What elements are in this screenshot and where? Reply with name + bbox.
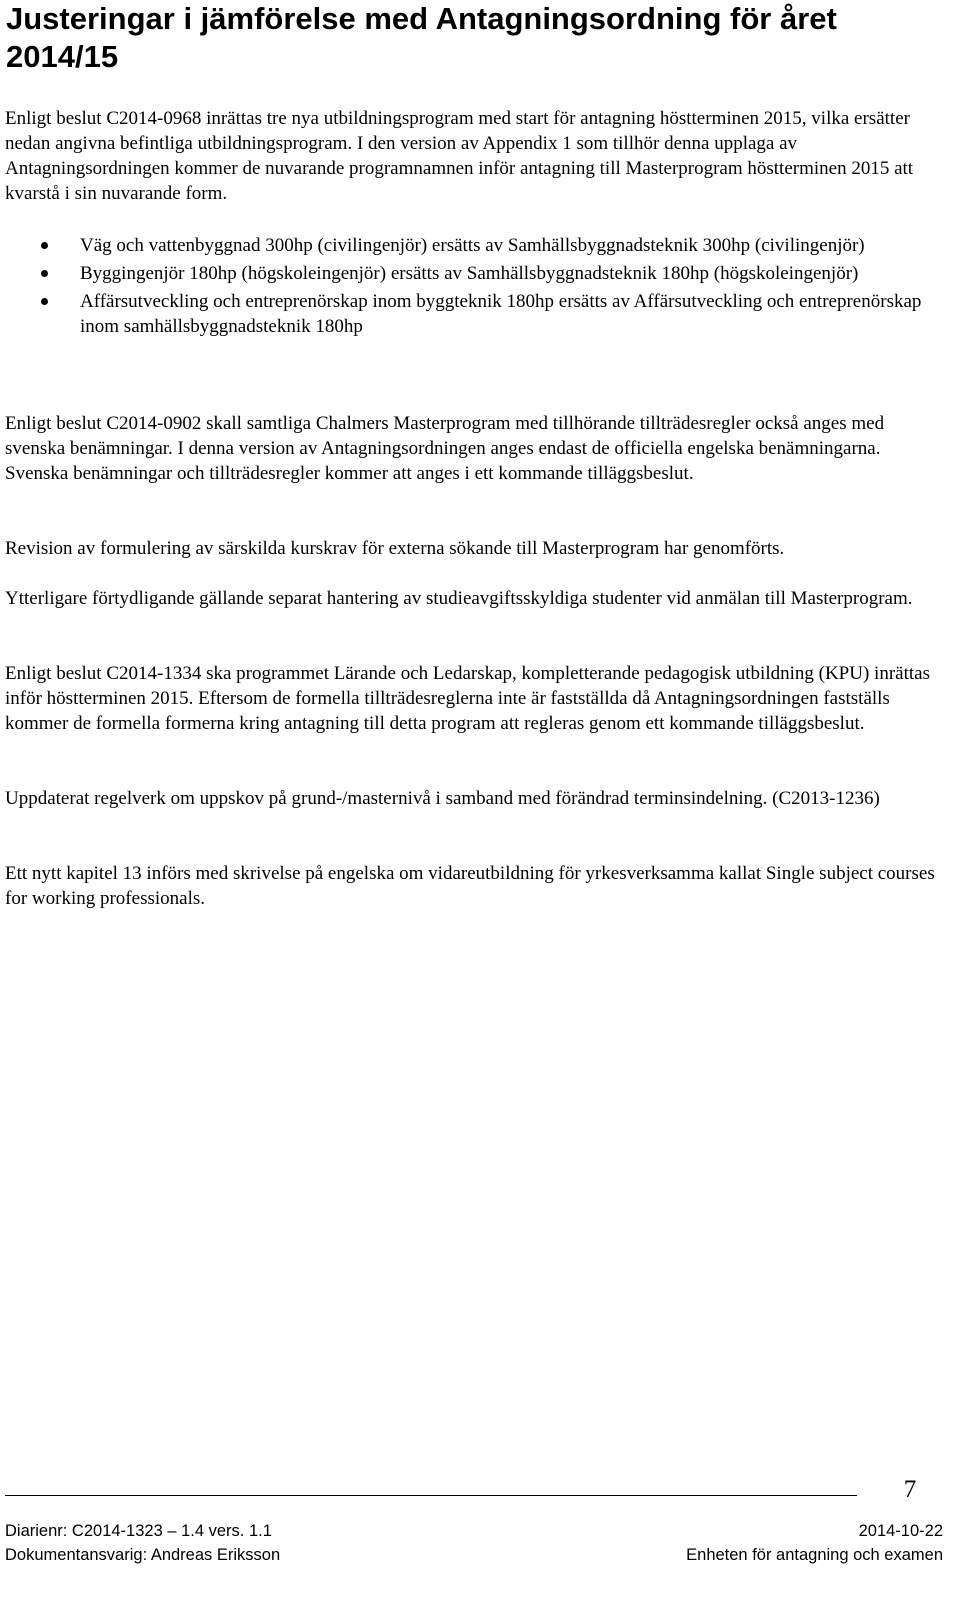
page-title: Justeringar i jämförelse med Antagningsordning för året 2014/15: [6, 1, 837, 74]
paragraph-swedish-names: Enligt beslut C2014-0902 skall samtliga Chalmers Masterprogram med tillhörande tillträdesregler också anges med svenska benämningar. I denna version av Antagningsordningen anges endast de officiella engelska benämningarna. Svenska benämningar och tillträdesregler kommer att anges i ett kommande tilläggsbeslut.: [5, 413, 885, 484]
footer-diarienr: Diarienr: C2014-1323 – 1.4 vers. 1.1: [5, 1522, 272, 1540]
footer-divider: [5, 1495, 857, 1496]
paragraph-chapter-13: Ett nytt kapitel 13 införs med skrivelse på engelska om vidareutbildning för yrkesverksamma kallat Single subject courses for working professionals.: [5, 863, 935, 909]
list-item: [0, 289, 930, 339]
list-item-text: Affärsutveckling och entreprenörskap inom byggteknik 180hp ersätts av Affärsutveckling och entreprenörskap inom samhällsbyggnadsteknik 180hp: [80, 291, 922, 337]
bullet-icon: [41, 298, 48, 305]
paragraph-new-programs: Enligt beslut C2014-0968 inrättas tre nya utbildningsprogram med start för antagning höstterminen 2015, vilka ersätter nedan angivna befintliga utbildningsprogram. I den version av Appendix 1 som tillhör denna upplaga av Antagningsordningen kommer de nuvarande programnamnen inför antagning till Masterprogram höstterminen 2015 att kvarstå i sin nuvarande form.: [5, 108, 914, 204]
paragraph-deferral-rules: Uppdaterat regelverk om uppskov på grund-/masternivå i samband med förändrad terminsindelning. (C2013-1236): [5, 788, 880, 809]
list-item: [0, 233, 930, 258]
list-item: [0, 261, 930, 286]
footer-date: 2014-10-22: [858, 1522, 943, 1540]
program-replacement-list: [0, 233, 960, 342]
bullet-icon: [41, 242, 48, 249]
footer-unit: Enheten för antagning och examen: [686, 1546, 943, 1564]
paragraph-tuition-students: Ytterligare förtydligande gällande separat hantering av studieavgiftsskyldiga studenter vid anmälan till Masterprogram.: [5, 588, 913, 609]
footer-document-owner: Dokumentansvarig: Andreas Eriksson: [5, 1546, 281, 1564]
paragraph-course-requirements: Revision av formulering av särskilda kurskrav för externa sökande till Masterprogram har genomförts.: [5, 538, 785, 559]
page-number: 7: [903, 1476, 917, 1503]
list-item-text: Byggingenjör 180hp (högskoleingenjör) ersätts av Samhällsbyggnadsteknik 180hp (högskoleingenjör): [80, 263, 859, 284]
bullet-icon: [41, 270, 48, 277]
paragraph-kpu-program: Enligt beslut C2014-1334 ska programmet Lärande och Ledarskap, kompletterande pedagogisk utbildning (KPU) inrättas inför höstterminen 2015. Eftersom de formella tillträdesreglerna inte är fastställda då Antagningsordningen fastställs kommer de formella formerna kring antagning till detta program att regleras genom ett kommande tilläggsbeslut.: [5, 663, 930, 734]
list-item-text: Väg och vattenbyggnad 300hp (civilingenjör) ersätts av Samhällsbyggnadsteknik 300hp (civilingenjör): [80, 235, 865, 256]
